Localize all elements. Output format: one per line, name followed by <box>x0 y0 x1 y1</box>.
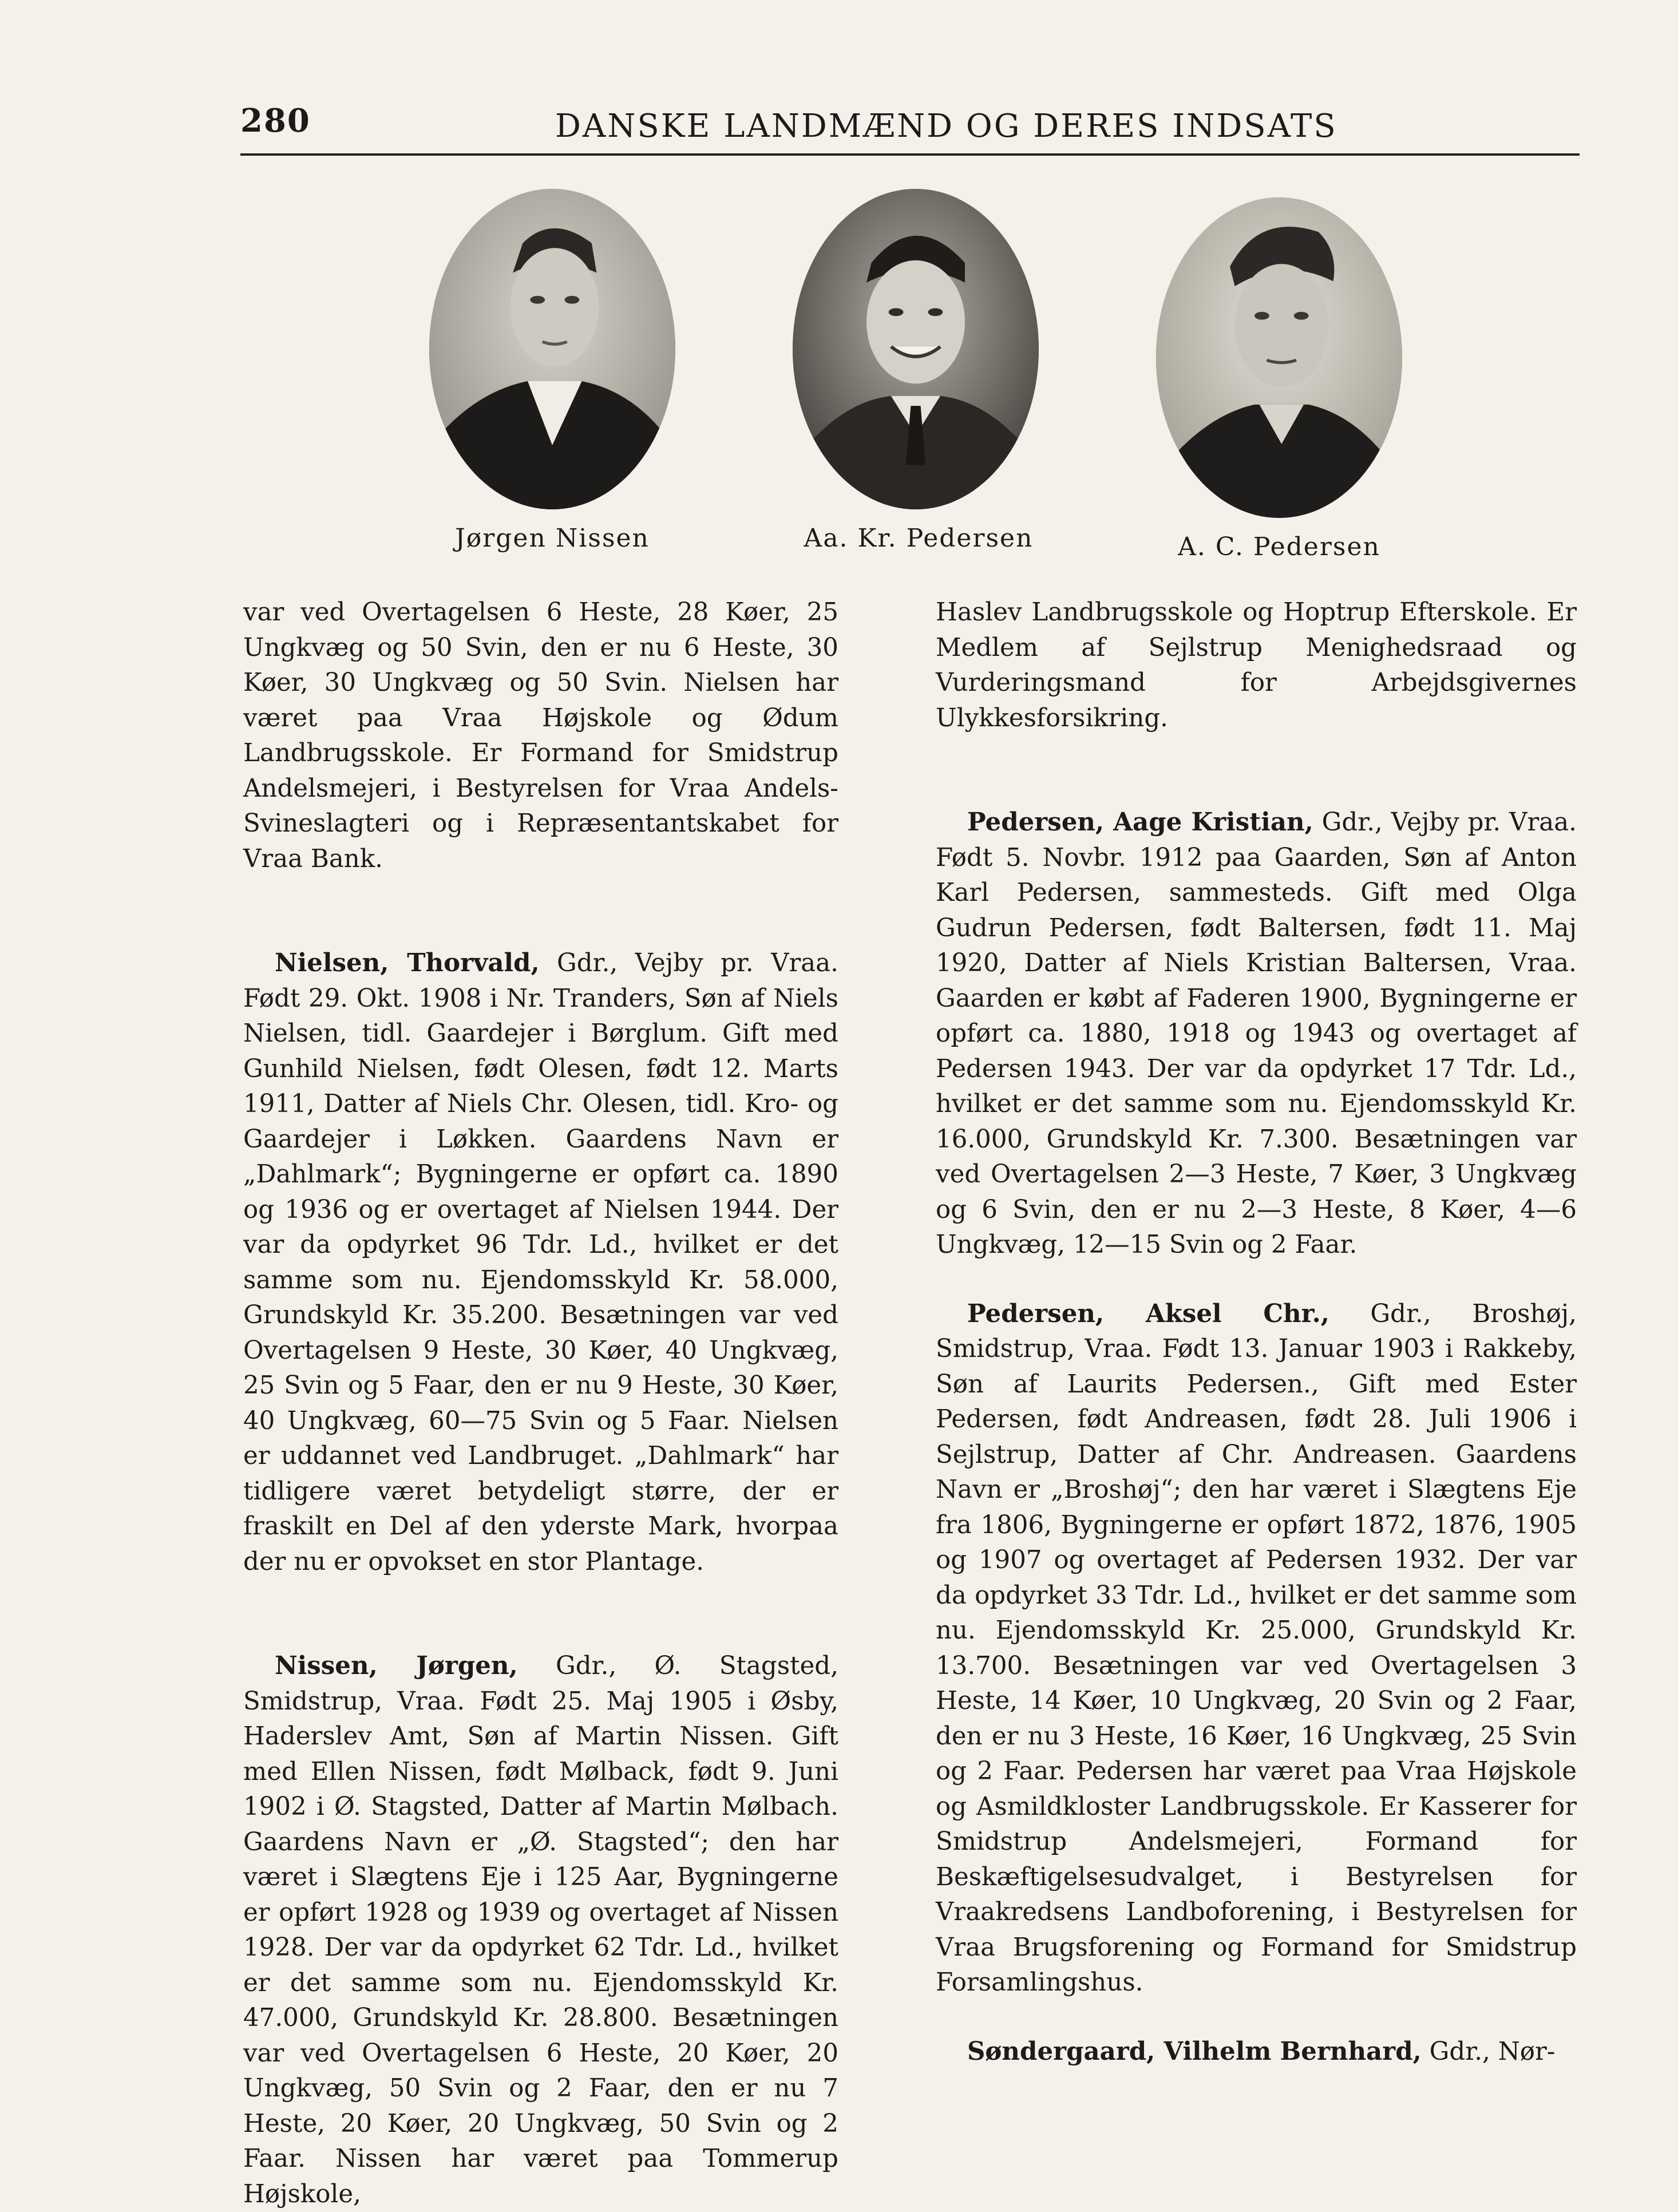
entry-name: Nissen, Jørgen, <box>275 1651 518 1680</box>
entry-paragraph <box>936 1296 1577 2001</box>
entry-name: Pedersen, Aage Kristian, <box>967 808 1313 837</box>
paragraph-continuation: Haslev Landbrugsskole og Hoptrup Efterskole. Er Medlem af Sejlstrup Menighedsraad og Vurderingsmand for Arbejdsgivernes Ulykkesforsikring. <box>936 598 1577 733</box>
entry-text: Gdr., Vejby pr. Vraa. Født 29. Okt. 1908 i Nr. Tranders, Søn af Niels Nielsen, tidl. Gaardejer i Børglum. Gift med Gunhild Nielsen, født Olesen, født 12. Marts 1911, Datter af Niels Chr. Olesen, tidl. Kro- og Gaardejer i Løkken. Gaardens Navn er „Dahlmark“; Bygningerne er opført ca. 1890 og 1936 og er overtaget af Nielsen 1944. Der var da opdyrket 96 Tdr. Ld., hvilket er det samme som nu. Ejendomsskyld Kr. 58.000, Grundskyld Kr. 35.200. Besætningen var ved Overtagelsen 9 Heste, 30 Køer, 40 Ungkvæg, 25 Svin og 5 Faar, den er nu 9 Heste, 30 Køer, 40 Ungkvæg, 60—75 Svin og 5 Faar. Nielsen er uddannet ved Landbruget. „Dahlmark“ har tidligere været betydeligt større, der er fraskilt en Del af den yderste Mark, hvorpaa der nu er opvokset en stor Plantage. <box>243 949 838 1576</box>
portrait-aa-kr-pedersen <box>793 189 1039 509</box>
portrait-jorgen-nissen <box>429 189 675 509</box>
text-column-left <box>243 595 838 2212</box>
paragraph-continuation: var ved Overtagelsen 6 Heste, 28 Køer, 25 Ungkvæg og 50 Svin, den er nu 6 Heste, 30 Køer, 30 Ungkvæg og 50 Svin. Nielsen har været paa Vraa Højskole og Ødum Landbrugsskole. Er Formand for Smidstrup Andelsmejeri, i Bestyrelsen for Vraa Andels-Svineslagteri og i Repræsentantskabet for Vraa Bank. <box>243 598 838 873</box>
text-column-right <box>936 595 1577 2069</box>
portrait-caption: Aa. Kr. Pedersen <box>804 524 1034 553</box>
portrait-caption: A. C. Pedersen <box>1178 532 1380 561</box>
entry-paragraph <box>936 2034 1577 2070</box>
entry-name: Pedersen, Aksel Chr., <box>967 1299 1329 1328</box>
running-title: DANSKE LANDMÆND OG DERES INDSATS <box>555 108 1337 145</box>
entry-text: Gdr., Vejby pr. Vraa. Født 5. Novbr. 1912 paa Gaarden, Søn af Anton Karl Pedersen, sammesteds. Gift med Olga Gudrun Pedersen, født Baltersen, født 11. Maj 1920, Datter af Niels Kristian Baltersen, Vraa. Gaarden er købt af Faderen 1900, Bygningerne er opført ca. 1880, 1918 og 1943 og overtaget af Pedersen 1943. Der var da opdyrket 17 Tdr. Ld., hvilket er det samme som nu. Ejendomsskyld Kr. 16.000, Grundskyld Kr. 7.300. Besætningen var ved Overtagelsen 2—3 Heste, 7 Køer, 3 Ungkvæg og 6 Svin, den er nu 2—3 Heste, 8 Køer, 4—6 Ungkvæg, 12—15 Svin og 2 Faar. <box>936 808 1577 1259</box>
entry-text: Gdr., Nør- <box>1421 2037 1556 2066</box>
page-header <box>240 92 1580 149</box>
header-rule <box>240 153 1580 156</box>
entry-paragraph <box>243 1648 838 2212</box>
entry-paragraph <box>936 805 1577 1263</box>
portrait-caption: Jørgen Nissen <box>455 524 650 553</box>
entry-paragraph <box>243 945 838 1580</box>
portrait-a-c-pedersen <box>1156 197 1402 518</box>
entry-text: Gdr., Ø. Stagsted, Smidstrup, Vraa. Født 25. Maj 1905 i Øsby, Haderslev Amt, Søn af Martin Nissen. Gift med Ellen Nissen, født Mølback, født 9. Juni 1902 i Ø. Stagsted, Datter af Martin Mølbach. Gaardens Navn er „Ø. Stagsted“; den har været i Slægtens Eje i 125 Aar, Bygningerne er opført 1928 og 1939 og overtaget af Nissen 1928. Der var da opdyrket 62 Tdr. Ld., hvilket er det samme som nu. Ejendomsskyld Kr. 47.000, Grundskyld Kr. 28.800. Besætningen var ved Overtagelsen 6 Heste, 20 Køer, 20 Ungkvæg, 50 Svin og 2 Faar, den er nu 7 Heste, 20 Køer, 20 Ungkvæg, 50 Svin og 2 Faar. Nissen har været paa Tommerup Højskole, <box>243 1652 838 2209</box>
entry-name: Nielsen, Thorvald, <box>275 948 540 978</box>
page-number: 280 <box>240 102 311 140</box>
entry-text: Gdr., Broshøj, Smidstrup, Vraa. Født 13. Januar 1903 i Rakkeby, Søn af Laurits Pedersen., Gift med Ester Pedersen, født Andreasen, født 28. Juli 1906 i Sejlstrup, Datter af Chr. Andreasen. Gaardens Navn er „Broshøj“; den har været i Slægtens Eje fra 1806, Bygningerne er opført 1872, 1876, 1905 og 1907 og overtaget af Pedersen 1932. Der var da opdyrket 33 Tdr. Ld., hvilket er det samme som nu. Ejendomsskyld Kr. 25.000, Grundskyld Kr. 13.700. Besætningen var ved Overtagelsen 3 Heste, 14 Køer, 10 Ungkvæg, 20 Svin og 2 Faar, den er nu 3 Heste, 16 Køer, 16 Ungkvæg, 25 Svin og 2 Faar. Pedersen har været paa Vraa Højskole og Asmildkloster Landbrugsskole. Er Kasserer for Smidstrup Andelsmejeri, Formand for Beskæftigelsesudvalget, i Bestyrelsen for Vraakredsens Landboforening, i Bestyrelsen for Vraa Brugsforening og Formand for Smidstrup Forsamlingshus. <box>936 1299 1577 1997</box>
entry-name: Søndergaard, Vilhelm Bernhard, <box>967 2036 1422 2066</box>
